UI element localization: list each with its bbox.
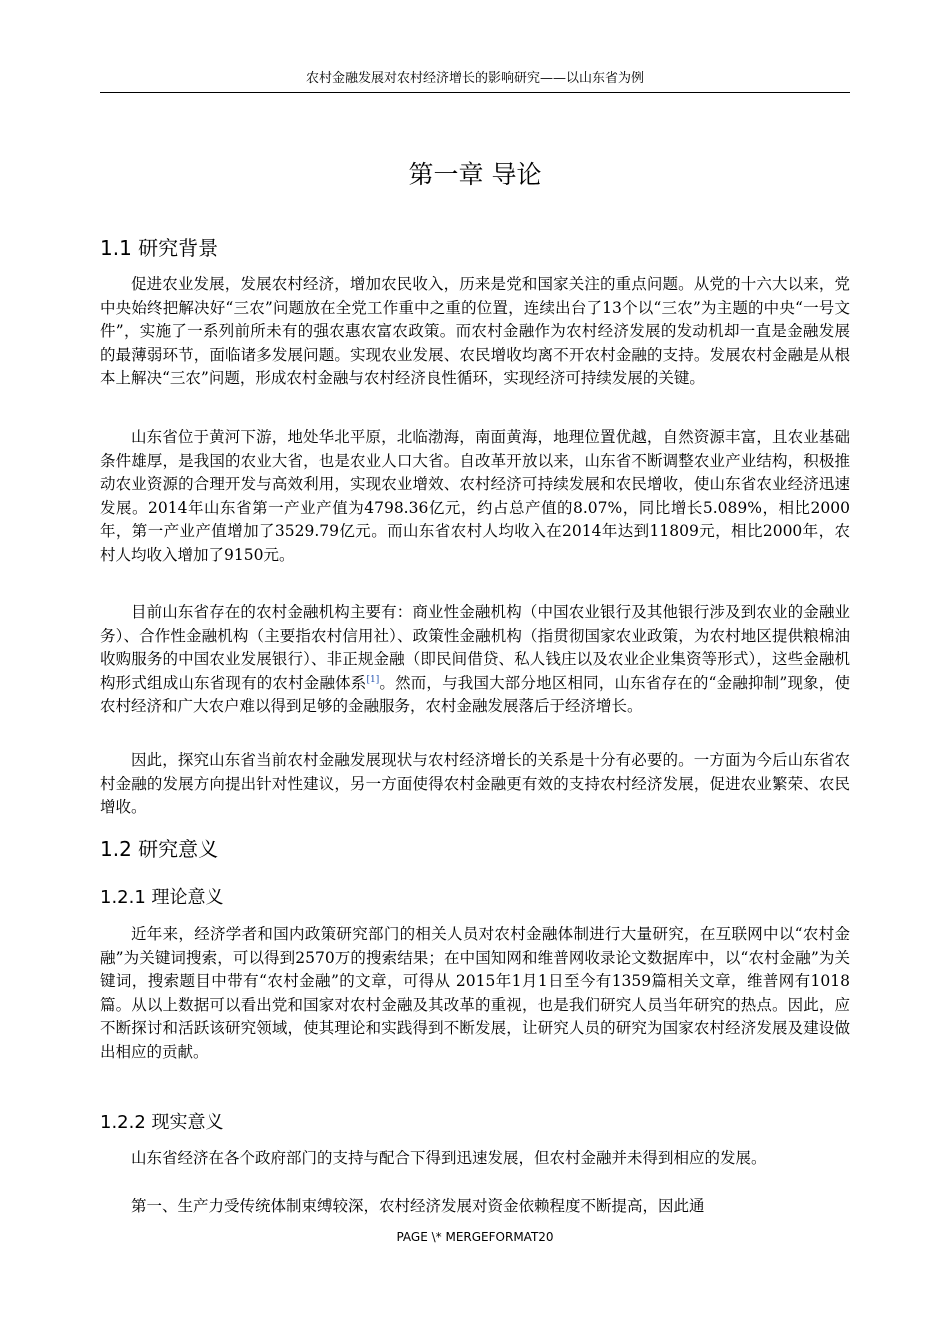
section-heading-1-2-1: 1.2.1 理论意义 — [100, 887, 224, 908]
paragraph-background-2: 山东省位于黄河下游，地处华北平原，北临渤海，南面黄海，地理位置优越，自然资源丰富，且农业基础条件雄厚，是我国的农业大省，也是农业人口大省。自改革开放以来，山东省不断调整农业产业结构，积极推动农业资源的合理开发与高效利用，实现农业增效、农村经济可持续发展和农民增收，使山东省农业经济迅速发展。2014年山东省第一产业产值为4798.36亿元，约占总产值的8.07%，同比增长5.089%，相比2000年，第一产业产值增加了3529.79亿元。而山东省农村人均收入在2014年达到11809元，相比2000年，农村人均收入增加了9150元。 — [100, 428, 850, 564]
citation-ref[interactable]: [1] — [366, 674, 380, 685]
paragraph-background-4: 因此，探究山东省当前农村金融发展现状与农村经济增长的关系是十分有必要的。一方面为今后山东省农村金融的发展方向提出针对性建议，另一方面使得农村金融更有效的支持农村经济发展，促进农业繁荣、农民增收。 — [100, 751, 850, 816]
page-number-field: PAGE \* MERGEFORMAT20 — [396, 1230, 554, 1244]
section-heading-1-2-2: 1.2.2 现实意义 — [100, 1112, 224, 1133]
running-title: 农村金融发展对农村经济增长的影响研究——以山东省为例 — [305, 71, 644, 86]
paragraph-text: 目前山东省存在的农村金融机构主要有：商业性金融机构（中国农业银行及其他银行涉及到农业的金融业务）、合作性金融机构（主要指农村信用社）、政策性金融机构（指贯彻国家农业政策，为农村地区提供粮棉油收购服务的中国农业发展银行）、非正规金融（即民间借贷、私人钱庄以及农业企业集资等形式），这些金融机构形式组成山东省现有的农村金融体系 — [100, 603, 850, 692]
paragraph-theory: 近年来，经济学者和国内政策研究部门的相关人员对农村金融体制进行大量研究，在互联网中以“农村金融”为关键词搜索，可以得到2570万的搜索结果；在中国知网和维普网收录论文数据库中，以“农村金融”为关键词，搜索题目中带有“农村金融”的文章，可得从 2015年1月1日至今有1359篇相关文章，维普网有1018篇。从以上数据可以看出党和国家对农村金融及其改革的重视，也是我们研究人员当年研究的热点。因此，应不断探讨和活跃该研究领域，使其理论和实践得到不断发展，让研究人员的研究为国家农村经济发展及建设做出相应的贡献。 — [100, 925, 850, 1061]
paragraph-background-1: 促进农业发展，发展农村经济，增加农民收入，历来是党和国家关注的重点问题。从党的十六大以来，党中央始终把解决好“三农”问题放在全党工作重中之重的位置，连续出台了13个以“三农”为主题的中央“一号文件”，实施了一系列前所未有的强农惠农富农政策。而农村金融作为农村经济发展的发动机却一直是金融发展的最薄弱环节，面临诸多发展问题。实现农业发展、农民增收均离不开农村金融的支持。发展农村金融是从根本上解决“三农”问题，形成农村金融与农村经济良性循环，实现经济可持续发展的关键。 — [100, 275, 850, 387]
paragraph-background-3 — [100, 601, 850, 719]
chapter-title: 第一章 导论 — [408, 160, 542, 189]
section-heading-1-1: 1.1 研究背景 — [100, 236, 219, 260]
paragraph-text: 。然而，与我国大部分地区相同，山东省存在的“金融抑制”现象，使农村经济和广大农户难以得到足够的金融服务，农村金融发展落后于经济增长。 — [100, 673, 850, 715]
section-heading-1-2: 1.2 研究意义 — [100, 837, 219, 861]
paragraph-practice-1: 山东省经济在各个政府部门的支持与配合下得到迅速发展，但农村金融并未得到相应的发展。 — [131, 1149, 767, 1167]
paragraph-practice-2: 第一、生产力受传统体制束缚较深，农村经济发展对资金依赖程度不断提高，因此通 — [131, 1197, 705, 1215]
page-footer — [0, 1228, 950, 1246]
running-header — [100, 70, 850, 93]
